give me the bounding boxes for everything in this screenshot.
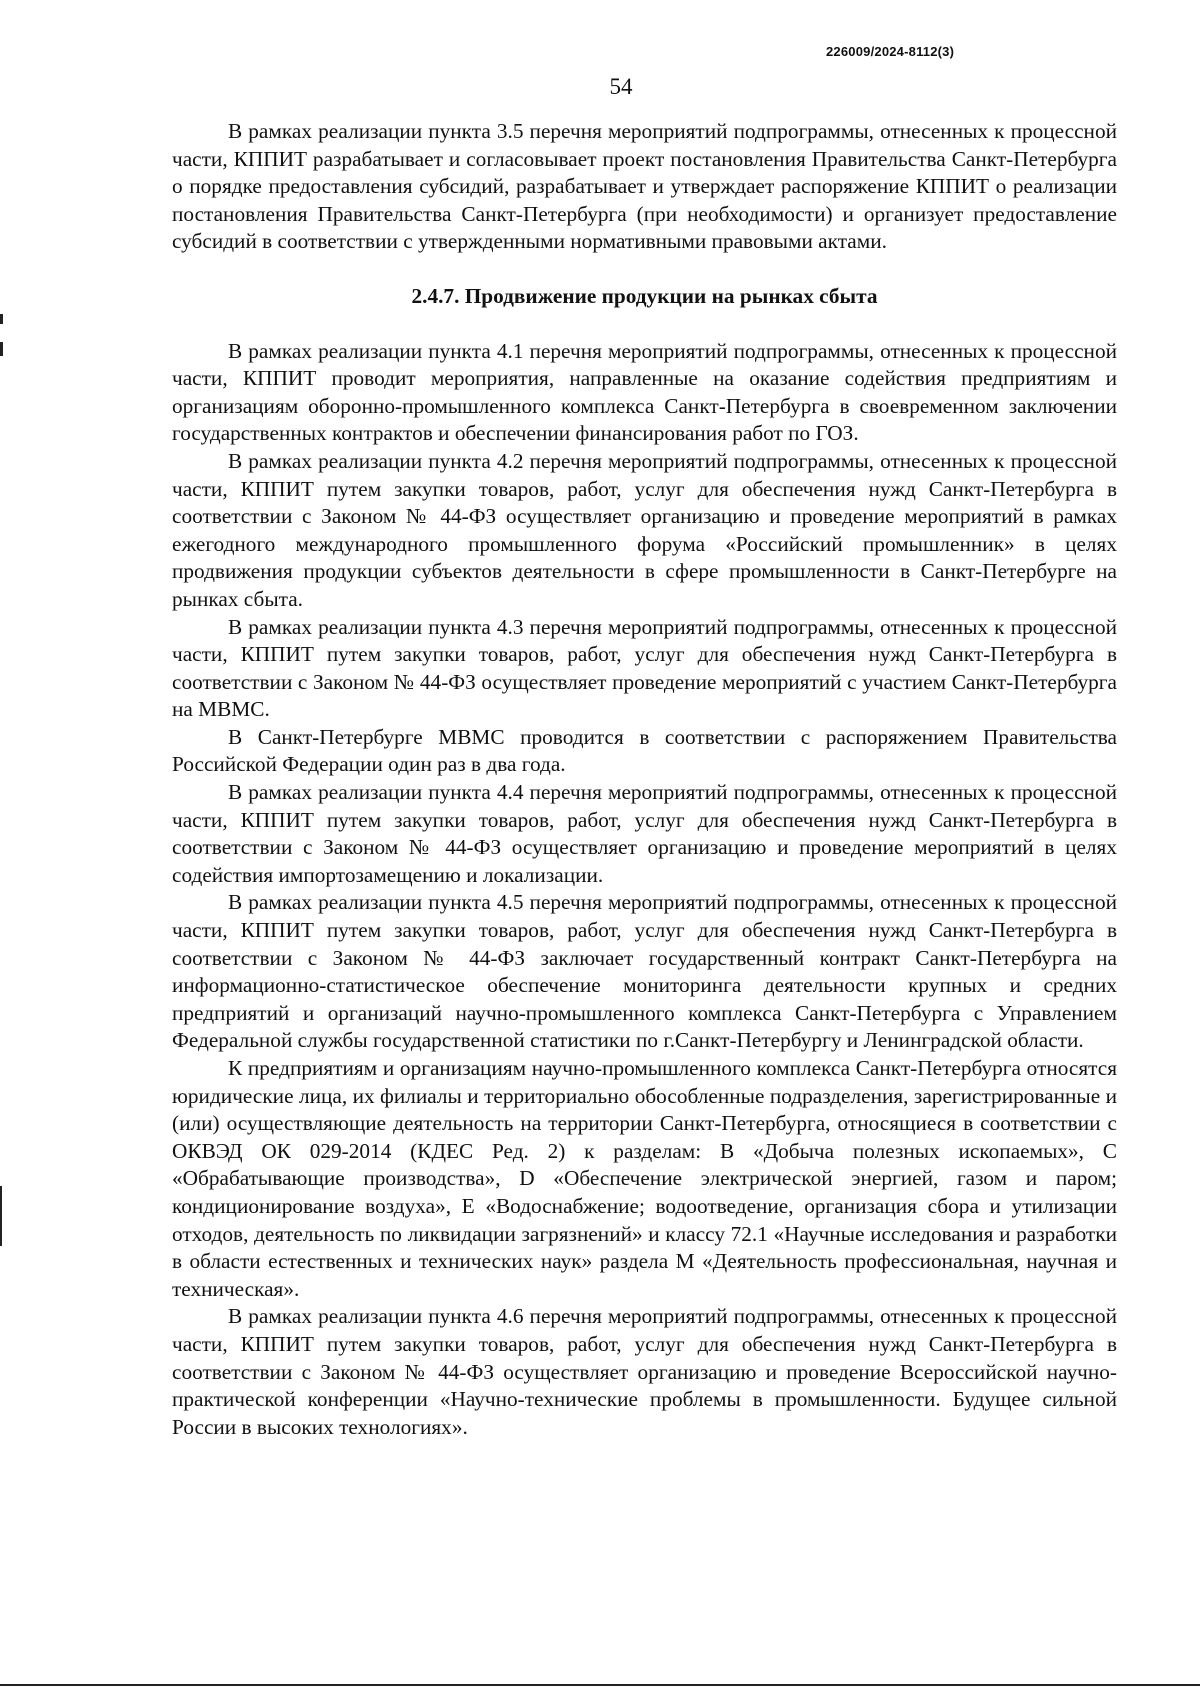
section-heading: 2.4.7. Продвижение продукции на рынках сбыта [411,283,878,308]
document-registration-number: 226009/2024-8112(3) [826,44,955,59]
scan-margin-mark [0,342,3,356]
paragraph: В рамках реализации пункта 4.3 перечня мероприятий подпрограммы, отнесенных к процессной части, КППИТ путем закупки товаров, работ, услуг для обеспечения нужд Санкт-Петербурга в соответствии с Законом № 44-ФЗ осуществляет проведение мероприятий с участием Санкт-Петербурга на МВМС. [172,614,1117,722]
paragraph: В рамках реализации пункта 4.5 перечня мероприятий подпрограммы, отнесенных к процессной части, КППИТ путем закупки товаров, работ, услуг для обеспечения нужд Санкт-Петербурга в соответствии с Законом № 44-ФЗ заключает государственный контракт Санкт-Петербурга на информационно-статистическое обеспечение мониторинга деятельности крупных и средних предприятий и организаций научно-промышленного комплекса Санкт-Петербурга с Управлением Федеральной службы государственной статистики по г.Санкт-Петербургу и Ленинградской области. [172,890,1117,1053]
scan-bottom-edge [0,1684,1200,1686]
paragraph: В рамках реализации пункта 4.4 перечня мероприятий подпрограммы, отнесенных к процессной части, КППИТ путем закупки товаров, работ, услуг для обеспечения нужд Санкт-Петербурга в соответствии с Законом № 44-ФЗ осуществляет организацию и проведение мероприятий в целях содействия импортозамещению и локализации. [172,780,1117,887]
paragraph: К предприятиям и организациям научно-промышленного комплекса Санкт-Петербурга относятся юридические лица, их филиалы и территориально обособленные подразделения, зарегистрированные и (или) осуществляющие деятельность на территории Санкт-Петербурга, относящиеся в соответствии с ОКВЭД ОК 029-2014 (КДЕС Ред. 2) к разделам: B «Добыча полезных ископаемых», C «Обрабатывающие производства», D «Обеспечение электрической энергией, газом и паром; кондиционирование воздуха», E «Водоснабжение; водоотведение, организация сбора и утилизации отходов, деятельность по ликвидации загрязнений» и классу 72.1 «Научные исследования и разработки в области естественных и технических наук» раздела M «Деятельность профессиональная, научная и техническая». [172,1056,1117,1301]
paragraph: В рамках реализации пункта 4.2 перечня мероприятий подпрограммы, отнесенных к процессной части, КППИТ путем закупки товаров, работ, услуг для обеспечения нужд Санкт-Петербурга в соответствии с Законом № 44-ФЗ осуществляет организацию и проведение мероприятий в рамках ежегодного международного промышленного форума «Российский промышленник» в целях продвижения продукции субъектов деятельности в сфере промышленности в Санкт-Петербурге на рынках сбыта. [172,448,1117,611]
document-body [172,118,1117,1441]
paragraph: В рамках реализации пункта 4.1 перечня мероприятий подпрограммы, отнесенных к процессной части, КППИТ проводит мероприятия, направленные на оказание содействия предприятиям и организациям оборонно-промышленного комплекса Санкт-Петербурга в своевременном заключении государственных контрактов и обеспечении финансирования работ по ГОЗ. [172,338,1117,446]
page-number: 54 [609,74,633,99]
paragraph: В Санкт-Петербурге МВМС проводится в соответствии с распоряжением Правительства Российской Федерации один раз в два года. [172,724,1117,777]
paragraph: В рамках реализации пункта 4.6 перечня мероприятий подпрограммы, отнесенных к процессной части, КППИТ путем закупки товаров, работ, услуг для обеспечения нужд Санкт-Петербурга в соответствии с Законом № 44-ФЗ осуществляет организацию и проведение Всероссийской научно-практической конференции «Научно-технические проблемы в промышленности. Будущее сильной России в высоких технологиях». [172,1304,1117,1439]
paragraph: В рамках реализации пункта 3.5 перечня мероприятий подпрограммы, отнесенных к процессной части, КППИТ разрабатывает и согласовывает проект постановления Правительства Санкт-Петербурга о порядке предоставления субсидий, разрабатывает и утверждает распоряжение КППИТ о реализации постановления Правительства Санкт-Петербурга (при необходимости) и организует предоставление субсидий в соответствии с утвержденными нормативными правовыми актами. [172,119,1117,254]
scan-margin-mark [0,314,3,324]
scan-margin-mark [0,1186,2,1246]
